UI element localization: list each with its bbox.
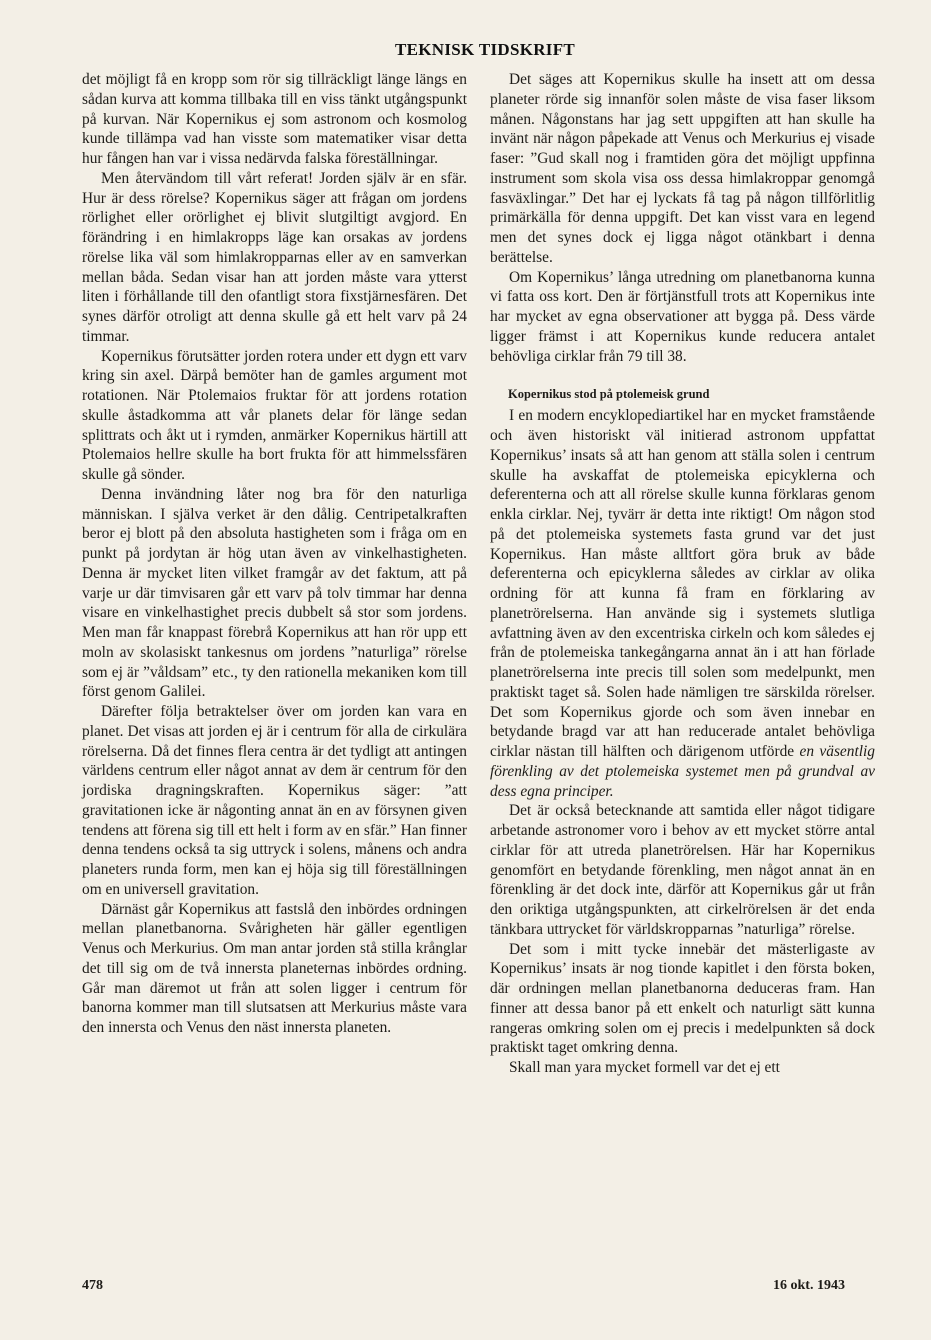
- page-number: 478: [82, 1278, 103, 1293]
- section-subheading: Kopernikus stod på ptolemeisk grund: [508, 387, 710, 402]
- paragraph: Därnäst går Kopernikus att fastslå den inbördes ordningen mellan planetbanorna. Svårigheten här gäller egentligen Venus och Merkurius. Om man antar jorden stå stilla krånglar det till sig om de två innersta planeternas inbördes ordning. Går man däremot ut från att solen ligger i centrum för banorna kommer man till slutsatsen att Merkurius måste vara den innersta och Venus den näst innersta planeten.: [82, 900, 467, 1036]
- paragraph: Denna invändning låter nog bra för den naturliga människan. I själva verket är den dålig. Centripetalkraften beror ej blott på den absoluta hastigheten som i fråga om en punkt på jordytan är hög utan även av vinkelhastigheten. Denna är mycket liten vilket framgår av det faktum, att på varje ur där timvisaren går ett varv på tolv timmar har denna visare en vinkelhastighet precis dubbelt så stor som jordens. Men man får knappast förebrå Kopernikus att han rör upp ett moln av skolasiskt tankesnus om jordens ”naturliga” rörelse som ej är ”våldsam” etc., ty den rationella mekaniken kom till först genom Galilei.: [82, 485, 467, 701]
- paragraph: det möjligt få en kropp som rör sig tillräckligt länge längs en sådan kurva att komma tillbaka till en viss tänkt utgångspunkt på kurvan. När Kopernikus ej som astronom och kosmolog kunde tillämpa vad han visste som matematiker visar detta hur fången han var i vissa nedärvda falska föreställningar.: [82, 71, 467, 167]
- paragraph: Det är också betecknande att samtida eller något tidigare arbetande astronomer voro i behov av ett mycket större antal cirklar för att utreda planetrörelsen. Här har Kopernikus genomfört en betydande förenkling, men något annat än en förenkling är det dock inte, därför att Kopernikus går ut från den oriktiga utgångspunkten, att cirkelrörelsen är det enda tänkbara uttrycket för världskropparnas ”naturliga” rörelse.: [490, 802, 875, 938]
- paragraph: Det som i mitt tycke innebär det mästerligaste av Kopernikus’ insats är nog tionde kapitlet i den första boken, där ordningen mellan planetbanorna deduceras fram. Han finner att dessa banor på ett enkelt och naturligt sätt kunna rangeras omkring solen om ej precis i medelpunkten så dock praktiskt taget omkring denna.: [490, 940, 875, 1057]
- paragraph: Det säges att Kopernikus skulle ha insett att om dessa planeter rörde sig innanför solen måste de visa faser liksom månen. Någonstans har jag sett uppgiften att han skulle ha invänt när någon påpekade att Venus och Merkurius ej visade faser: ”Gud skall nog i framtiden göra det möjligt uppfinna instrument som skola visa oss dessa himlakroppar genomgå fasväxlingar.” Det har ej lyckats få tag på någon tillförlitlig primärkälla för denna uppgift. Det kan visst vara en legend men det synes dock ej ligga något otänkbart i denna berättelse.: [490, 71, 875, 266]
- issue-date: 16 okt. 1943: [773, 1278, 845, 1293]
- paragraph: Skall man yara mycket formell var det ej ett: [509, 1059, 780, 1076]
- emphasized-text: en väsentlig förenkling av det ptolemeiska systemet men på grundval av dess egna principer.: [490, 743, 875, 800]
- paragraph: Därefter följa betraktelser över om jorden kan vara en planet. Det visas att jorden ej är i centrum för alla de cirkulära rörelserna. Då det finnes flera centra är det tydligt att antingen världens centrum eller något annat av dem är centrum för den jordiska dragningskraften. Kopernikus säger: ”att gravitationen icke är någonting annat än en av försynen given tendens att förena sig till ett helt i form av en sfär.” Han finner denna tendens också ta sig uttryck i solens, månens och andra planeters runda form, men kan ej höja sig till föreställningen om en universell gravitation.: [82, 703, 467, 898]
- right-column: [490, 70, 875, 1078]
- paragraph: [490, 406, 875, 801]
- paragraph-text: I en modern encyklopediartikel har en mycket framstående och även historiskt väl initierad astronom uppfattat Kopernikus’ insats så att han genom att ställa solen i centrum skulle ha avskaffat de ptolemeiska epicyklerna och deferenterna och att all rörelse skulle kunna förklaras genom enkla cirklar. Nej, tyvärr är detta inte riktigt! Om någon stod på det ptolemeiska systemets fasta grund var det just Kopernikus. Han måste alltfort göra bruk av både deferenterna och epicyklerna således av cirklar av olika ordning för att kunna få fram en förklaring av planetrörelserna. Han använde sig i systemets slutliga avfattning även av den excentriska cirkeln och kom således ej från de ptolemeiska tankegångarna annat än i att han förlade planetrörelserna inte precis till solen som medelpunkt, men praktiskt taget så. Solen hade nämligen tre särskilda rörelser. Det som Kopernikus gjorde och som även innebar en betydande bragd var att han reducerade antalet behövliga cirklar nästan till hälften och därigenom utförde: [490, 407, 875, 760]
- masthead: TEKNISK TIDSKRIFT: [395, 40, 576, 59]
- paragraph: Om Kopernikus’ långa utredning om planetbanorna kunna vi fatta oss kort. Den är förtjänstfull trots att Kopernikus inte har mycket av egna observationer att bygga på. Dess värde ligger främst i att Kopernikus kunde reducera antalet behövliga cirklar från 79 till 38.: [490, 268, 875, 365]
- left-column: [82, 70, 467, 1038]
- paragraph: Kopernikus förutsätter jorden rotera under ett dygn ett varv kring sin axel. Därpå bemöter han de gamles argument mot rotationen. När Ptolemaios fruktar för att jordens rotation skulle åstadkomma att vår planets delar för länge sedan splittrats och åkt ut i rymden, anmärker Kopernikus härtill att Ptolemaios hellre skulle ha bort frukta för att himmelssfären skulle gå sönder.: [82, 347, 467, 483]
- paragraph: Men återvändom till vårt referat! Jorden själv är en sfär. Hur är dess rörelse? Kopernikus säger att frågan om jordens rörlighet eller orörlighet ej blivit slutgiltigt avgjord. En förändring i en himlakropps läge kan orsakas av jordens rörelse lika väl som himlakropparnas eller av en samverkan mellan båda. Sedan visar han att jorden måste vara ytterst liten i förhållande till den ofantligt stora fixstjärnesfären. Det synes därför otroligt att denna skulle gå ett helt varv på 24 timmar.: [82, 169, 467, 345]
